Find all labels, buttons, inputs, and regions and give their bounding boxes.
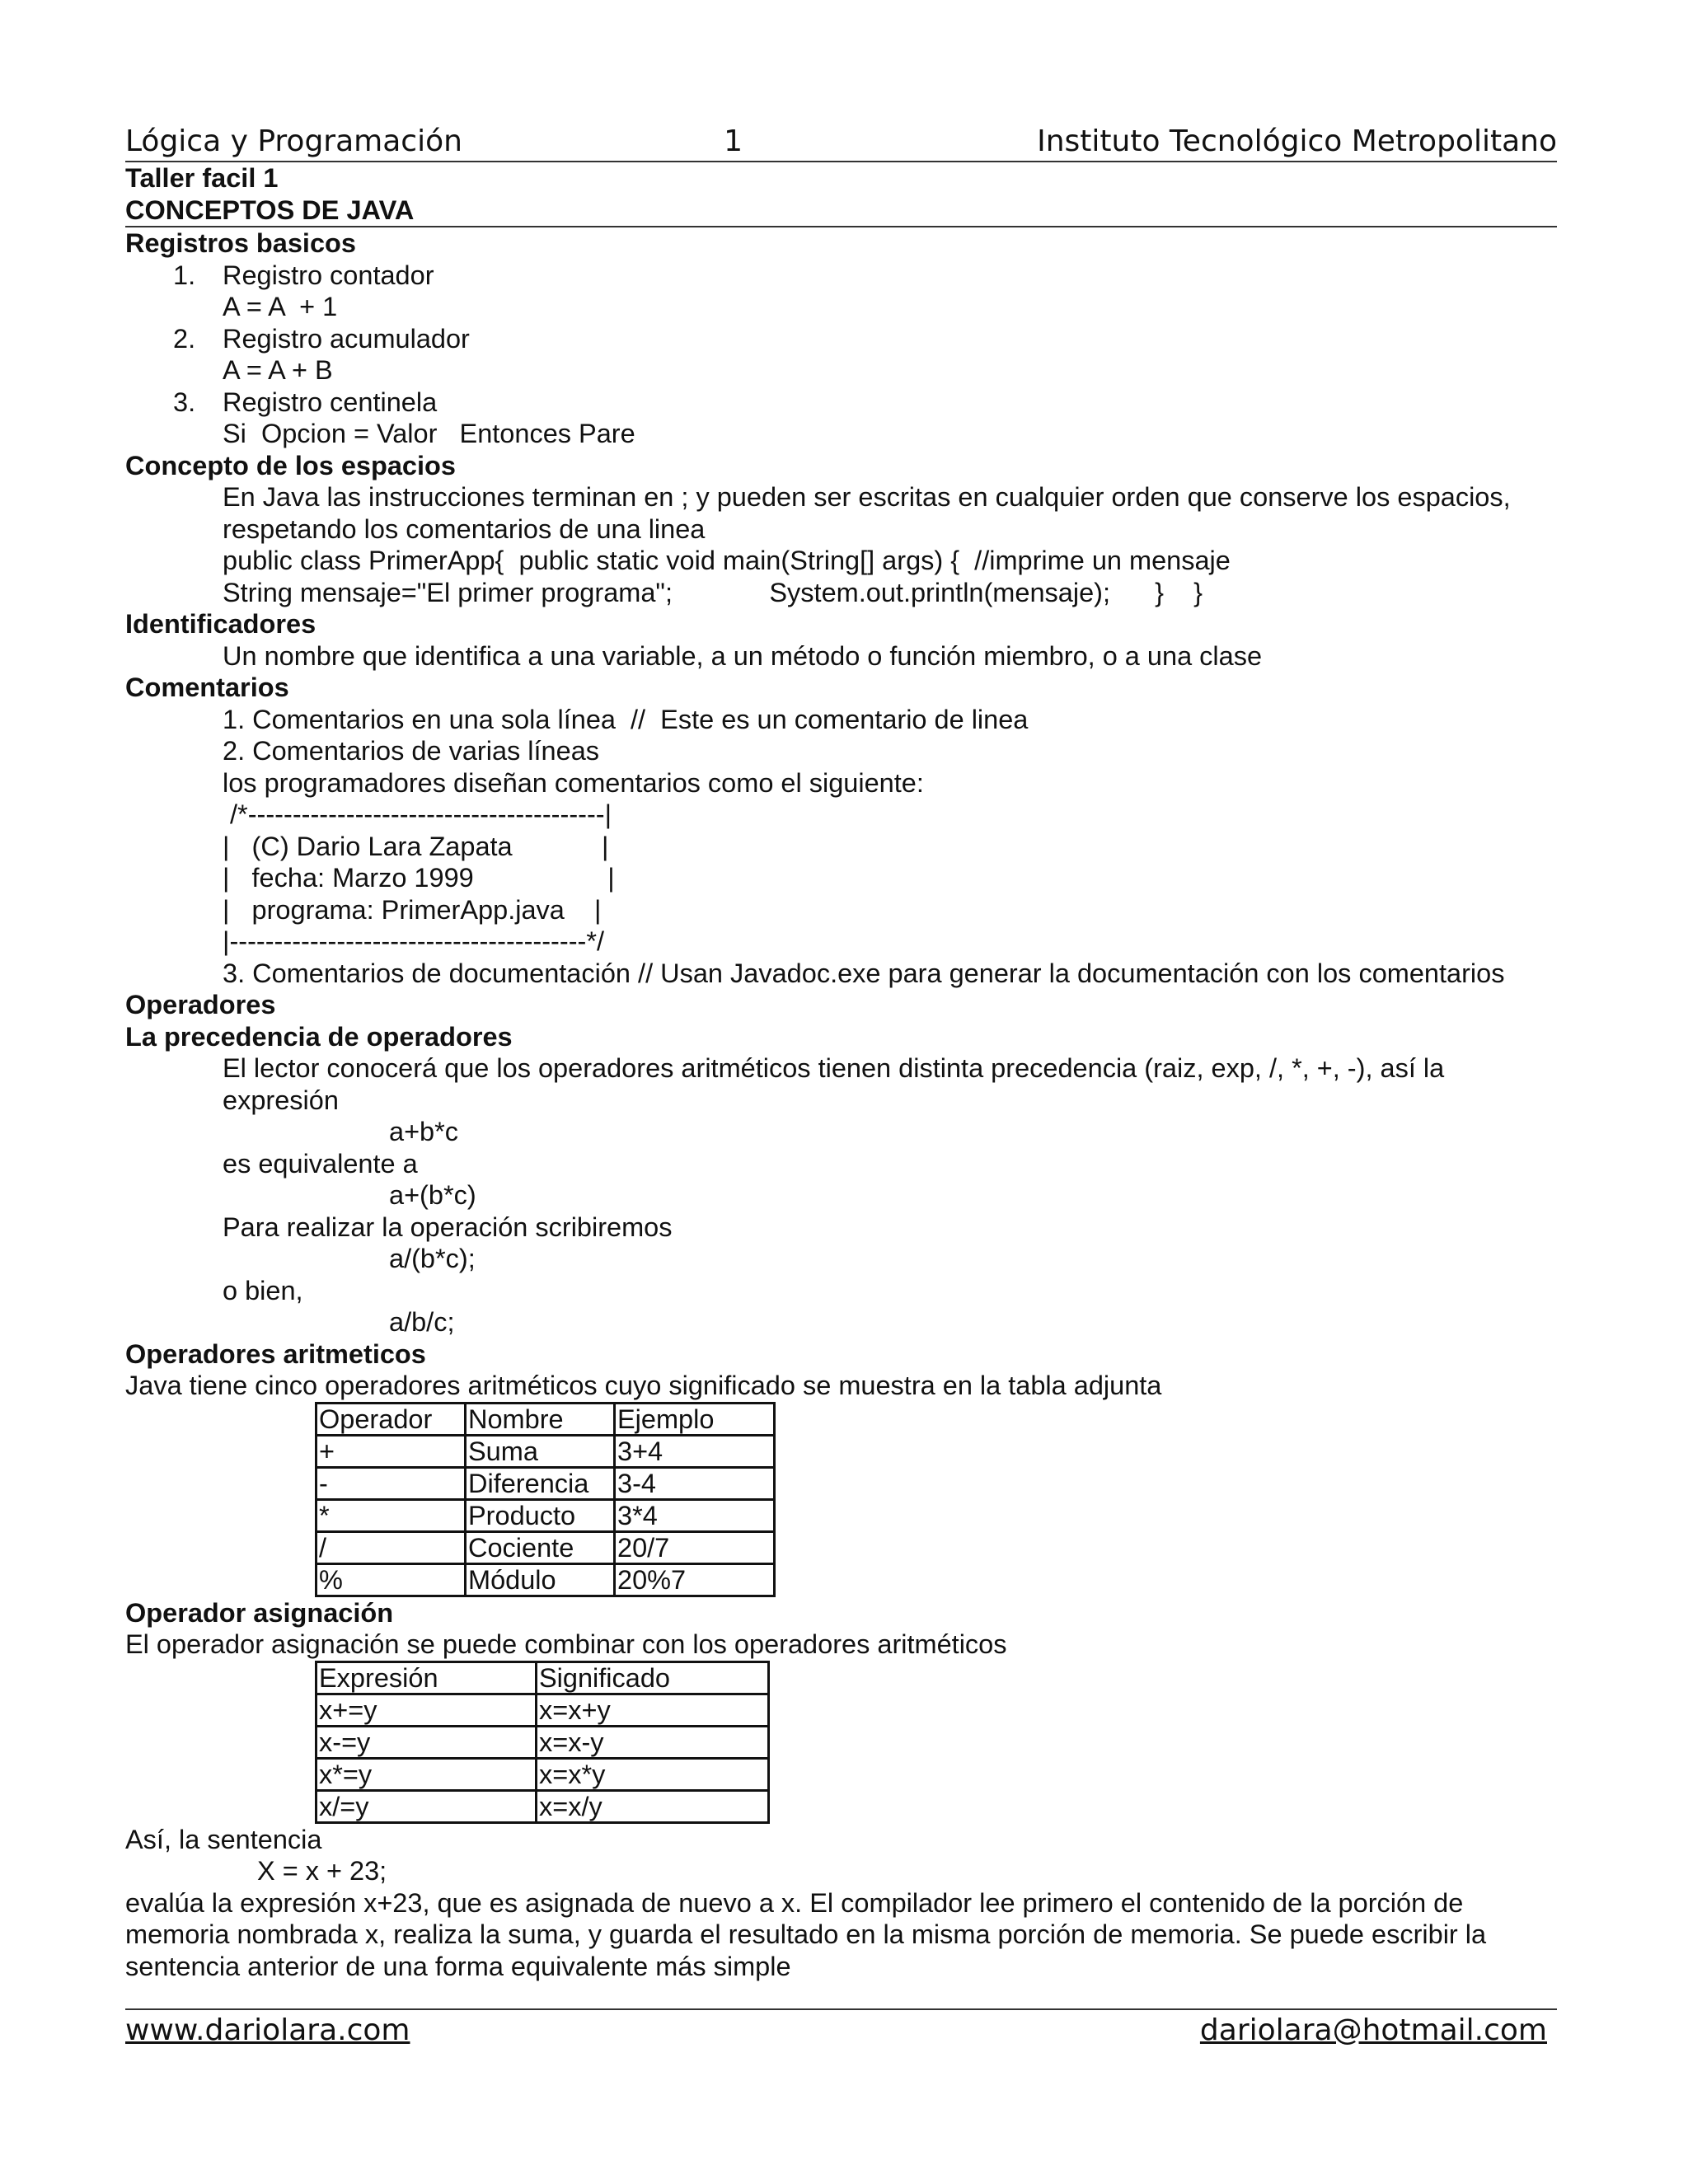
table-cell: 3-4: [615, 1467, 775, 1499]
paragraph-line: El operador asignación se puede combinar con los operadores aritméticos: [125, 1629, 1007, 1659]
table-row: [316, 1467, 775, 1499]
table-row: [316, 1790, 769, 1822]
table-cell: Cociente: [466, 1531, 615, 1563]
table-header-cell: Expresión: [316, 1661, 537, 1694]
table-header-cell: Significado: [537, 1661, 769, 1694]
comment-box-line: | programa: PrimerApp.java |: [223, 894, 602, 925]
table-cell: Módulo: [466, 1563, 615, 1596]
document-page: [125, 124, 1557, 1982]
table-cell: Suma: [466, 1435, 615, 1467]
paragraph-line: evalúa la expresión x+23, que es asignada de nuevo a x. El compilador lee primero el contenido de la porción de: [125, 1887, 1464, 1918]
section-heading-espacios: Concepto de los espacios: [125, 450, 456, 480]
list-number: 1.: [173, 260, 196, 290]
table-header-row: [316, 1403, 775, 1435]
email-link[interactable]: dariolara@hotmail.com: [1199, 2013, 1547, 2047]
table-header-cell: Operador: [316, 1403, 466, 1435]
paragraph-line: es equivalente a: [223, 1148, 418, 1179]
header-course: Lógica y Programación: [125, 124, 462, 158]
table-cell: x+=y: [316, 1694, 537, 1726]
list-formula: Si Opcion = Valor Entonces Pare: [223, 419, 635, 448]
list-label: Registro acumulador: [223, 323, 470, 354]
table-cell: *: [316, 1499, 466, 1531]
table-cell: x=x/y: [537, 1790, 769, 1822]
page-header: [125, 124, 1557, 162]
table-cell: 20%7: [615, 1563, 775, 1596]
table-cell: x=x-y: [537, 1726, 769, 1758]
expression: a/b/c;: [389, 1307, 455, 1337]
table-row: [316, 1694, 769, 1726]
comment-line: 1. Comentarios en una sola línea // Este es un comentario de linea: [223, 704, 1029, 734]
page-footer: [125, 2008, 1557, 2051]
header-page-number: 1: [724, 124, 743, 158]
paragraph-line: memoria nombrada x, realiza la suma, y guarda el resultado en la misma porción de memoria. Se puede escribir la: [125, 1919, 1487, 1949]
table-cell: x/=y: [316, 1790, 537, 1822]
table-header-row: [316, 1661, 769, 1694]
table-row: [316, 1726, 769, 1758]
table-cell: -: [316, 1467, 466, 1499]
website-link[interactable]: www.dariolara.com: [125, 2013, 410, 2047]
paragraph-line: Para realizar la operación scribiremos: [223, 1212, 673, 1242]
comment-box-line: /*----------------------------------------|: [223, 799, 612, 829]
table-header-cell: Ejemplo: [615, 1403, 775, 1435]
code-line: public class PrimerApp{ public static void main(String[] args) { //imprime un mensaje: [223, 546, 1231, 575]
paragraph-line: respetando los comentarios de una linea: [223, 513, 706, 544]
paragraph-line: sentencia anterior de una forma equivalente más simple: [125, 1951, 791, 1981]
table-row: [316, 1531, 775, 1563]
table-cell: 3+4: [615, 1435, 775, 1467]
code-line: String mensaje="El primer programa"; System.out.println(mensaje); } }: [223, 577, 1203, 607]
section-heading-operadores: Operadores: [125, 990, 276, 1019]
expression: X = x + 23;: [257, 1856, 387, 1886]
comment-line: 2. Comentarios de varias líneas: [223, 736, 600, 766]
list-label: Registro contador: [223, 260, 434, 290]
comment-box-line: | fecha: Marzo 1999 |: [223, 863, 615, 893]
table-cell: Producto: [466, 1499, 615, 1531]
section-heading-comentarios: Comentarios: [125, 673, 289, 702]
table-cell: Diferencia: [466, 1467, 615, 1499]
expression: a+(b*c): [389, 1180, 476, 1210]
table-header-cell: Nombre: [466, 1403, 615, 1435]
header-institute: Instituto Tecnológico Metropolitano: [1037, 124, 1557, 158]
table-cell: %: [316, 1563, 466, 1596]
section-heading-asignacion: Operador asignación: [125, 1597, 394, 1628]
paragraph-line: Un nombre que identifica a una variable, a un método o función miembro, o a una clase: [223, 640, 1263, 671]
paragraph-line: expresión: [223, 1085, 339, 1115]
table-cell: x-=y: [316, 1726, 537, 1758]
list-number: 2.: [173, 323, 196, 354]
paragraph-line: Así, la sentencia: [125, 1824, 322, 1854]
table-row: [316, 1499, 775, 1531]
table-row: [316, 1435, 775, 1467]
comment-line: 3. Comentarios de documentación // Usan Javadoc.exe para generar la documentación con los comentarios: [223, 958, 1505, 988]
list-item: [125, 387, 1557, 419]
document-body: [125, 162, 1557, 1982]
list-formula: A = A + 1: [223, 292, 338, 321]
table-row: [316, 1563, 775, 1596]
section-heading-precedencia: La precedencia de operadores: [125, 1021, 513, 1052]
list-number: 3.: [173, 387, 196, 417]
table-cell: x=x+y: [537, 1694, 769, 1726]
title-line-2: CONCEPTOS DE JAVA: [125, 194, 1557, 228]
paragraph-line: En Java las instrucciones terminan en ; y pueden ser escritas en cualquier orden que conserve los espacios,: [223, 482, 1511, 512]
title-line-1: Taller facil 1: [125, 163, 279, 193]
comment-line: los programadores diseñan comentarios como el siguiente:: [223, 767, 924, 798]
table-cell: /: [316, 1531, 466, 1563]
expression: a+b*c: [389, 1117, 459, 1146]
table-cell: x=x*y: [537, 1758, 769, 1790]
list-item: [125, 260, 1557, 292]
list-label: Registro centinela: [223, 387, 438, 417]
table-row: [316, 1758, 769, 1790]
table-cell: 3*4: [615, 1499, 775, 1531]
table-cell: +: [316, 1435, 466, 1467]
section-heading-aritmeticos: Operadores aritmeticos: [125, 1338, 426, 1369]
paragraph-line: El lector conocerá que los operadores aritméticos tienen distinta precedencia (raiz, exp, /, *, +, -), así la: [223, 1053, 1445, 1083]
comment-box-line: |----------------------------------------*/: [223, 926, 605, 956]
section-heading-identificadores: Identificadores: [125, 609, 316, 639]
table-cell: x*=y: [316, 1758, 537, 1790]
assignment-operators-table: [315, 1661, 770, 1824]
table-cell: 20/7: [615, 1531, 775, 1563]
list-item: [125, 323, 1557, 355]
paragraph-line: o bien,: [223, 1275, 303, 1305]
comment-box-line: | (C) Dario Lara Zapata |: [223, 831, 609, 861]
list-formula: A = A + B: [223, 355, 333, 385]
section-heading-registros: Registros basicos: [125, 228, 356, 258]
arithmetic-operators-table: [315, 1402, 776, 1597]
paragraph-line: Java tiene cinco operadores aritméticos cuyo significado se muestra en la tabla adjunta: [125, 1371, 1162, 1400]
expression: a/(b*c);: [389, 1244, 476, 1273]
